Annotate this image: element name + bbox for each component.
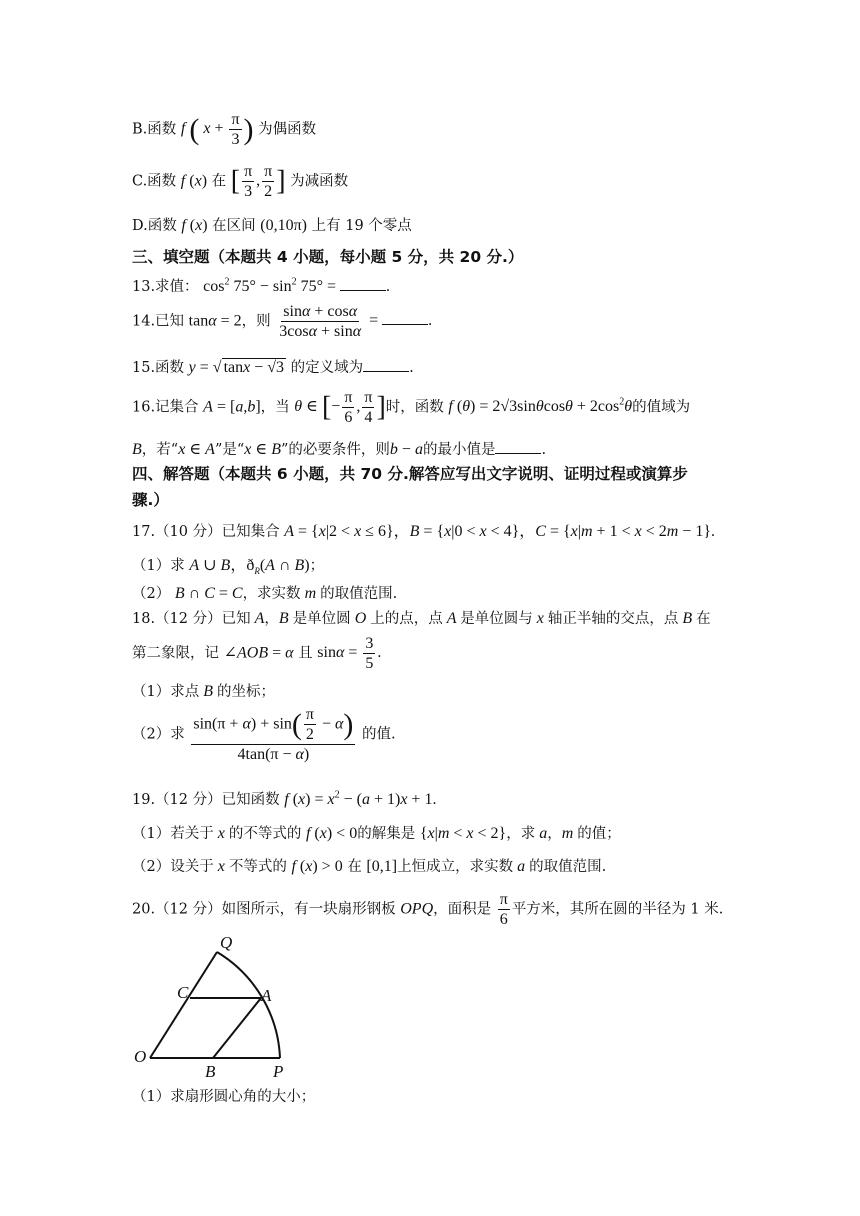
q18-angle: ∠AOB = α	[223, 644, 294, 662]
q19-head: 19.（12 分）已知函数	[132, 792, 280, 808]
q18-t3: 是单位圆与	[460, 611, 533, 627]
q16-theta: θ ∈ [− $\frac{\pi}{6}$ , $\frac{\pi}{4}$ ]	[294, 389, 386, 427]
q18-p1: （1）求点	[132, 684, 200, 700]
q14-cond: tanα = 2	[188, 312, 242, 330]
q17-p1-pre: （1）求	[132, 558, 185, 574]
option-c-suffix: 为减函数	[290, 173, 349, 190]
q14-prefix: 14.已知	[132, 313, 185, 330]
q19-p2-end: 的取值范围.	[529, 859, 607, 875]
q17-p2-math: B ∩ C = C	[174, 585, 243, 602]
option-c-math: f (x)	[180, 172, 208, 190]
section-3-title: 三、填空题（本题共 4 小题，每小题 5 分，共 20 分.）	[132, 248, 524, 266]
label-o: O	[134, 1047, 147, 1066]
question-18-line2	[132, 634, 381, 673]
option-d	[132, 214, 412, 235]
q19-p1-mid: 的不等式的	[228, 826, 302, 842]
q16-l2d: 的最小值是	[422, 442, 496, 458]
question-16: 16.记集合 A = [a,b]，当 θ ∈ [− $\frac{\pi}{6}$ , $\frac{\pi}{4}$ ]时，函数 f $(\theta) = 2√3\sin\theta\cos\theta + 2\cos^2\theta$的值域为	[132, 389, 691, 427]
q17-sets: A = {x|2 < x ≤ 6}，B = {x|0 < x < 4}，C = {x|m + 1 < x < 2m − 1}.	[284, 523, 715, 540]
q16-set: A	[203, 398, 213, 416]
segment-oq	[150, 952, 217, 1058]
q16-l2a: ，若“	[141, 442, 179, 458]
option-d-mid: 在区间	[212, 218, 256, 234]
q16-mid1: ，当	[260, 399, 290, 416]
option-b-prefix: B.函数	[132, 121, 177, 138]
option-d-math: f (x)	[181, 217, 208, 234]
q17-p2-end: 的取值范围.	[320, 586, 398, 602]
option-d-prefix: D.函数	[132, 218, 177, 234]
question-20-part1: （1）求扇形圆心角的大小；	[132, 1089, 316, 1105]
q15-suffix: 的定义域为	[290, 360, 364, 376]
label-p: P	[273, 1062, 284, 1078]
q18-head: 18.（12 分）已知	[132, 611, 251, 627]
q16-mid2: 时，函数	[385, 399, 444, 416]
section-4-title-cont: 骤.）	[132, 491, 169, 509]
option-c-prefix: C.函数	[132, 173, 177, 190]
q18-p2-pre: （2）求	[132, 726, 185, 743]
sector-figure	[128, 930, 308, 1078]
q18-t4: 轴正半轴的交点，点	[547, 611, 679, 627]
question-19-part2: （2）设关于 x 不等式的 f (x) > 0 在 [0,1]上恒成立，求实数 a 的取值范围.	[132, 858, 607, 875]
q18-t1: 是单位圆	[292, 611, 351, 627]
label-q: Q	[220, 933, 233, 952]
q20-area: $\frac{\pi}{6}$	[499, 891, 508, 929]
q19-p1-mid2: 的解集是	[357, 826, 416, 842]
q20-opq: OPQ	[400, 900, 434, 918]
q19-p1-end: 的值；	[577, 826, 621, 842]
option-c-interval: [ $\frac{\pi}{3}$ , $\frac{\pi}{2}$ ]	[230, 163, 286, 201]
q19-p1-post: ，求	[506, 826, 536, 842]
q18-t2: 上的点，点	[370, 611, 443, 627]
q20-mid: ，面积是	[433, 901, 492, 918]
question-20	[132, 890, 723, 929]
question-17-part2: （2） B ∩ C = C，求实数 m 的取值范围.	[132, 585, 398, 602]
q19-func: f $(x) = x^2 - (a + 1)x + 1$.	[284, 789, 437, 808]
q16-prefix: 16.记集合	[132, 399, 199, 416]
question-19	[132, 788, 436, 809]
segment-ba	[213, 998, 261, 1058]
option-b-math: f ( x + $\frac{\pi}{3}$ )	[180, 111, 254, 149]
q15-math: y = √ tanx − √3	[188, 359, 285, 376]
q16-func: f $(\theta) = 2√3\sin\theta\cos\theta + 2\cos^2\theta$	[448, 397, 633, 416]
q16-suffix: 的值域为	[632, 399, 691, 416]
q17-p1-post: ；	[309, 558, 325, 574]
q18-t5: 在	[696, 611, 711, 627]
q15-prefix: 15.函数	[132, 360, 185, 376]
q18-l2-pre: 第二象限，记	[132, 645, 219, 662]
q19-p1-pre: （1）若关于	[132, 826, 214, 842]
option-c-mid: 在	[211, 173, 227, 190]
q18-l2-mid: 且	[298, 645, 313, 662]
question-15: 15.函数 y = √ tanx − √3 的定义域为 .	[132, 359, 414, 376]
q14-mid: ，则	[241, 313, 271, 330]
q15-blank	[363, 357, 409, 372]
question-18-part2	[132, 705, 396, 765]
q16-l2c: ”的必要条件，则	[281, 442, 390, 458]
q20-post: 平方米，其所在圆的半径为 1 米.	[511, 901, 724, 918]
q17-p1-math: A ∪ B，$ð_R(A$ ∩ B)	[189, 557, 310, 577]
q20-head: 20.（12 分）如图所示，有一块扇形钢板	[132, 901, 396, 918]
option-b	[132, 110, 316, 149]
question-19-part1: （1）若关于 x 的不等式的 f (x) < 0的解集是 {x|m < x < 2}，求 a，m 的值；	[132, 825, 621, 842]
section-4-title: 四、解答题（本题共 6 小题，共 70 分.解答应写出文字说明、证明过程或演算步	[132, 465, 688, 483]
question-17	[132, 518, 715, 541]
question-17-part1	[132, 552, 324, 576]
option-b-suffix: 为偶函数	[258, 121, 317, 138]
q18-p2-expr: sin(π + α) + sin( $\frac{\pi}{2}$ − α) 4tan(π − α)	[193, 706, 354, 764]
q17-p2-pre: （2）	[132, 586, 171, 602]
option-d-suffix: 上有 19 个零点	[311, 218, 412, 234]
q17-head: 17.（10 分）已知集合	[132, 524, 280, 540]
option-c	[132, 162, 348, 201]
q19-p2-mid2: 在	[347, 859, 362, 875]
question-18: 18.（12 分）已知 A，B 是单位圆 O 上的点，点 A 是单位圆与 x 轴正半轴的交点，点 B 在	[132, 610, 711, 627]
q16-l2b: ”是“	[214, 442, 245, 458]
q17-p2-post: ，求实数	[242, 586, 301, 602]
q19-p2-pre: （2）设关于	[132, 859, 214, 875]
question-16-line2: B，若“x ∈ A”是“x ∈ B”的必要条件，则b − a的最小值是 .	[132, 441, 547, 458]
q18-p2-post: 的值.	[362, 726, 396, 743]
option-d-interval: (0,10π)	[260, 217, 307, 234]
q19-p2-mid: 不等式的	[228, 859, 287, 875]
question-13	[132, 275, 390, 296]
label-a: A	[261, 986, 272, 1005]
q18-sin: sinα = $\frac{3}{5}$ .	[317, 635, 382, 673]
question-14	[132, 302, 432, 341]
q19-p2-post: 上恒成立，求实数	[397, 859, 514, 875]
q18-p1-post: 的坐标；	[217, 684, 276, 700]
question-18-part1: （1）求点 B 的坐标；	[132, 683, 276, 700]
q14-expr: $\frac{\sin\alpha + \cos\alpha}{3\cos\alpha + \sin\alpha}$ = .	[279, 303, 433, 341]
label-b: B	[205, 1062, 216, 1078]
q13-math: $\cos^2 75^\circ - \sin^2 75^\circ$ = .	[203, 276, 391, 295]
q13-prefix: 13.求值：	[132, 279, 199, 295]
label-c: C	[177, 983, 189, 1002]
